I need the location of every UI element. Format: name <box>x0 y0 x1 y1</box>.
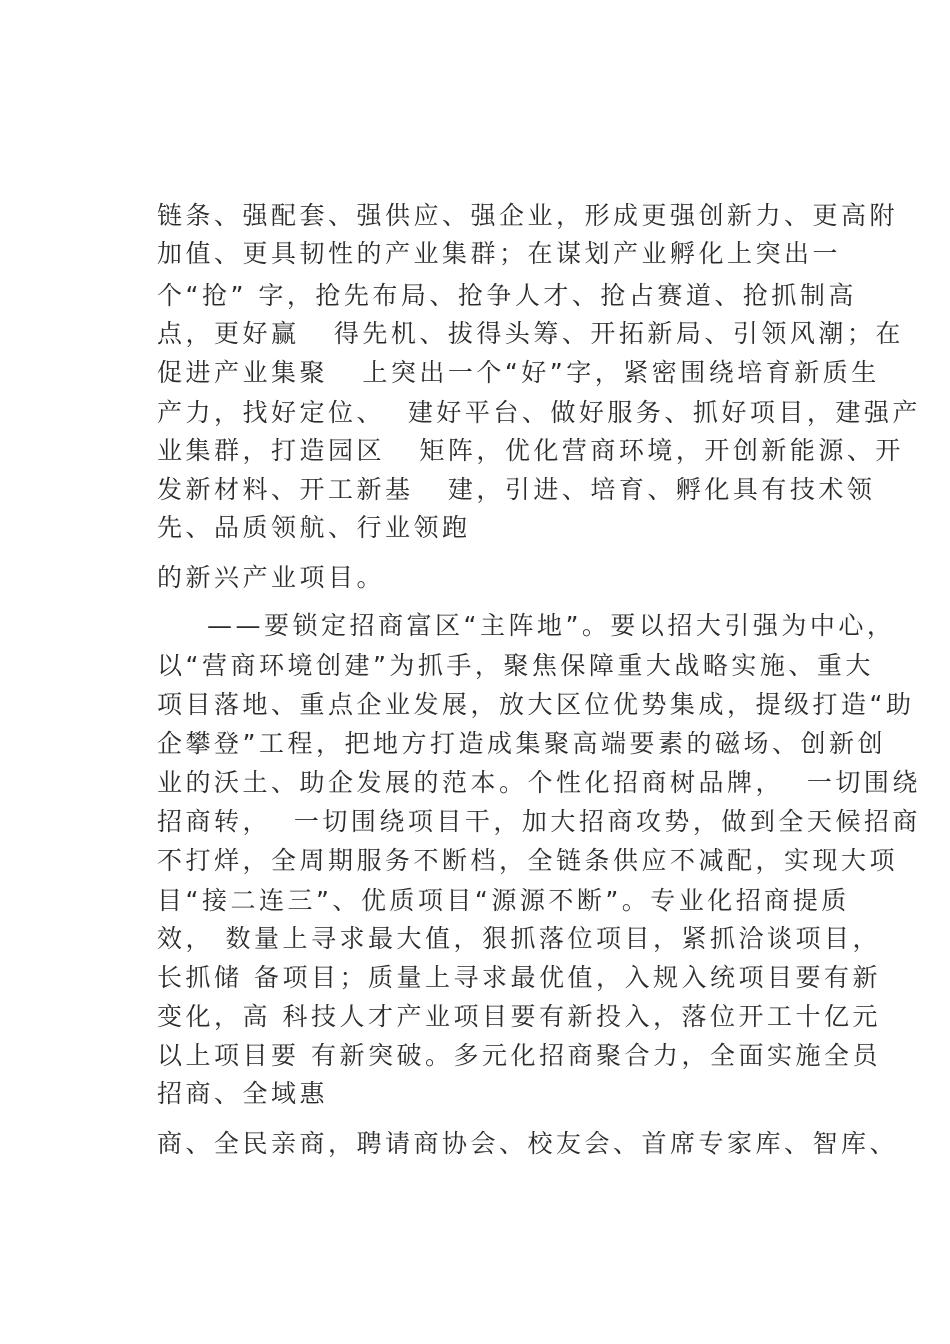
text-line: 招商、全域惠 <box>157 1079 329 1108</box>
text-line: 企攀登”工程，把地方打造成集聚高端要素的磁场、创新创 <box>157 729 886 758</box>
text-line: 不打烊，全周期服务不断档，全链条供应不减配，实现大项 <box>157 846 899 875</box>
text-line: 以上项目要 有新突破。多元化招商聚合力，全面实施全员 <box>157 1041 881 1070</box>
text-line: 点，更好赢 得先机、拔得头筹、开拓新局、引领风潮；在 <box>157 319 904 348</box>
text-line: ——要锁定招商富区“主阵地”。要以招大引强为中心， <box>207 611 896 640</box>
text-line: 先、品质领航、行业领跑 <box>157 513 471 542</box>
text-line: 个“抢” 字，抢先布局、抢争人才、抢占赛道、抢抓制高 <box>157 281 857 310</box>
text-line: 产力，找好定位、 建好平台、做好服务、抓好项目，建强产 <box>157 398 921 427</box>
text-line: 链条、强配套、强供应、强企业，形成更强创新力、更高附 <box>157 201 899 230</box>
text-line: 业的沃土、助企发展的范本。个性化招商树品牌， 一切围绕 <box>157 768 921 797</box>
text-line: 加值、更具韧性的产业集群；在谋划产业孵化上突出一 <box>157 239 842 268</box>
text-line: 项目落地、重点企业发展，放大区位优势集成，提级打造“助 <box>157 690 915 719</box>
text-line: 发新材料、开工新基 建，引进、培育、孵化具有技术领 <box>157 475 876 504</box>
text-line: 效， 数量上寻求最大值，狠抓落位项目，紧抓洽谈项目， <box>157 924 881 953</box>
text-line: 商、全民亲商，聘请商协会、校友会、首席专家库、智库、 <box>157 1129 899 1158</box>
text-line: 以“营商环境创建”为抓手，聚焦保障重大战略实施、重大 <box>157 651 874 680</box>
text-line: 招商转， 一切围绕项目干，加大招商攻势，做到全天候招商 <box>157 807 921 836</box>
text-line: 业集群，打造园区 矩阵，优化营商环境，开创新能源、开 <box>157 436 904 465</box>
text-line: 变化，高 科技人才产业项目要有新投入，落位开工十亿元 <box>157 1002 881 1031</box>
text-line: 的新兴产业项目。 <box>157 563 386 592</box>
text-line: 促进产业集聚 上突出一个“好”字，紧密围绕培育新质生 <box>157 358 880 387</box>
text-line: 长抓储 备项目；质量上寻求最优值，入规入统项目要有新 <box>157 963 881 992</box>
text-line: 目“接二连三”、优质项目“源源不断”。专业化招商提质 <box>157 886 850 915</box>
